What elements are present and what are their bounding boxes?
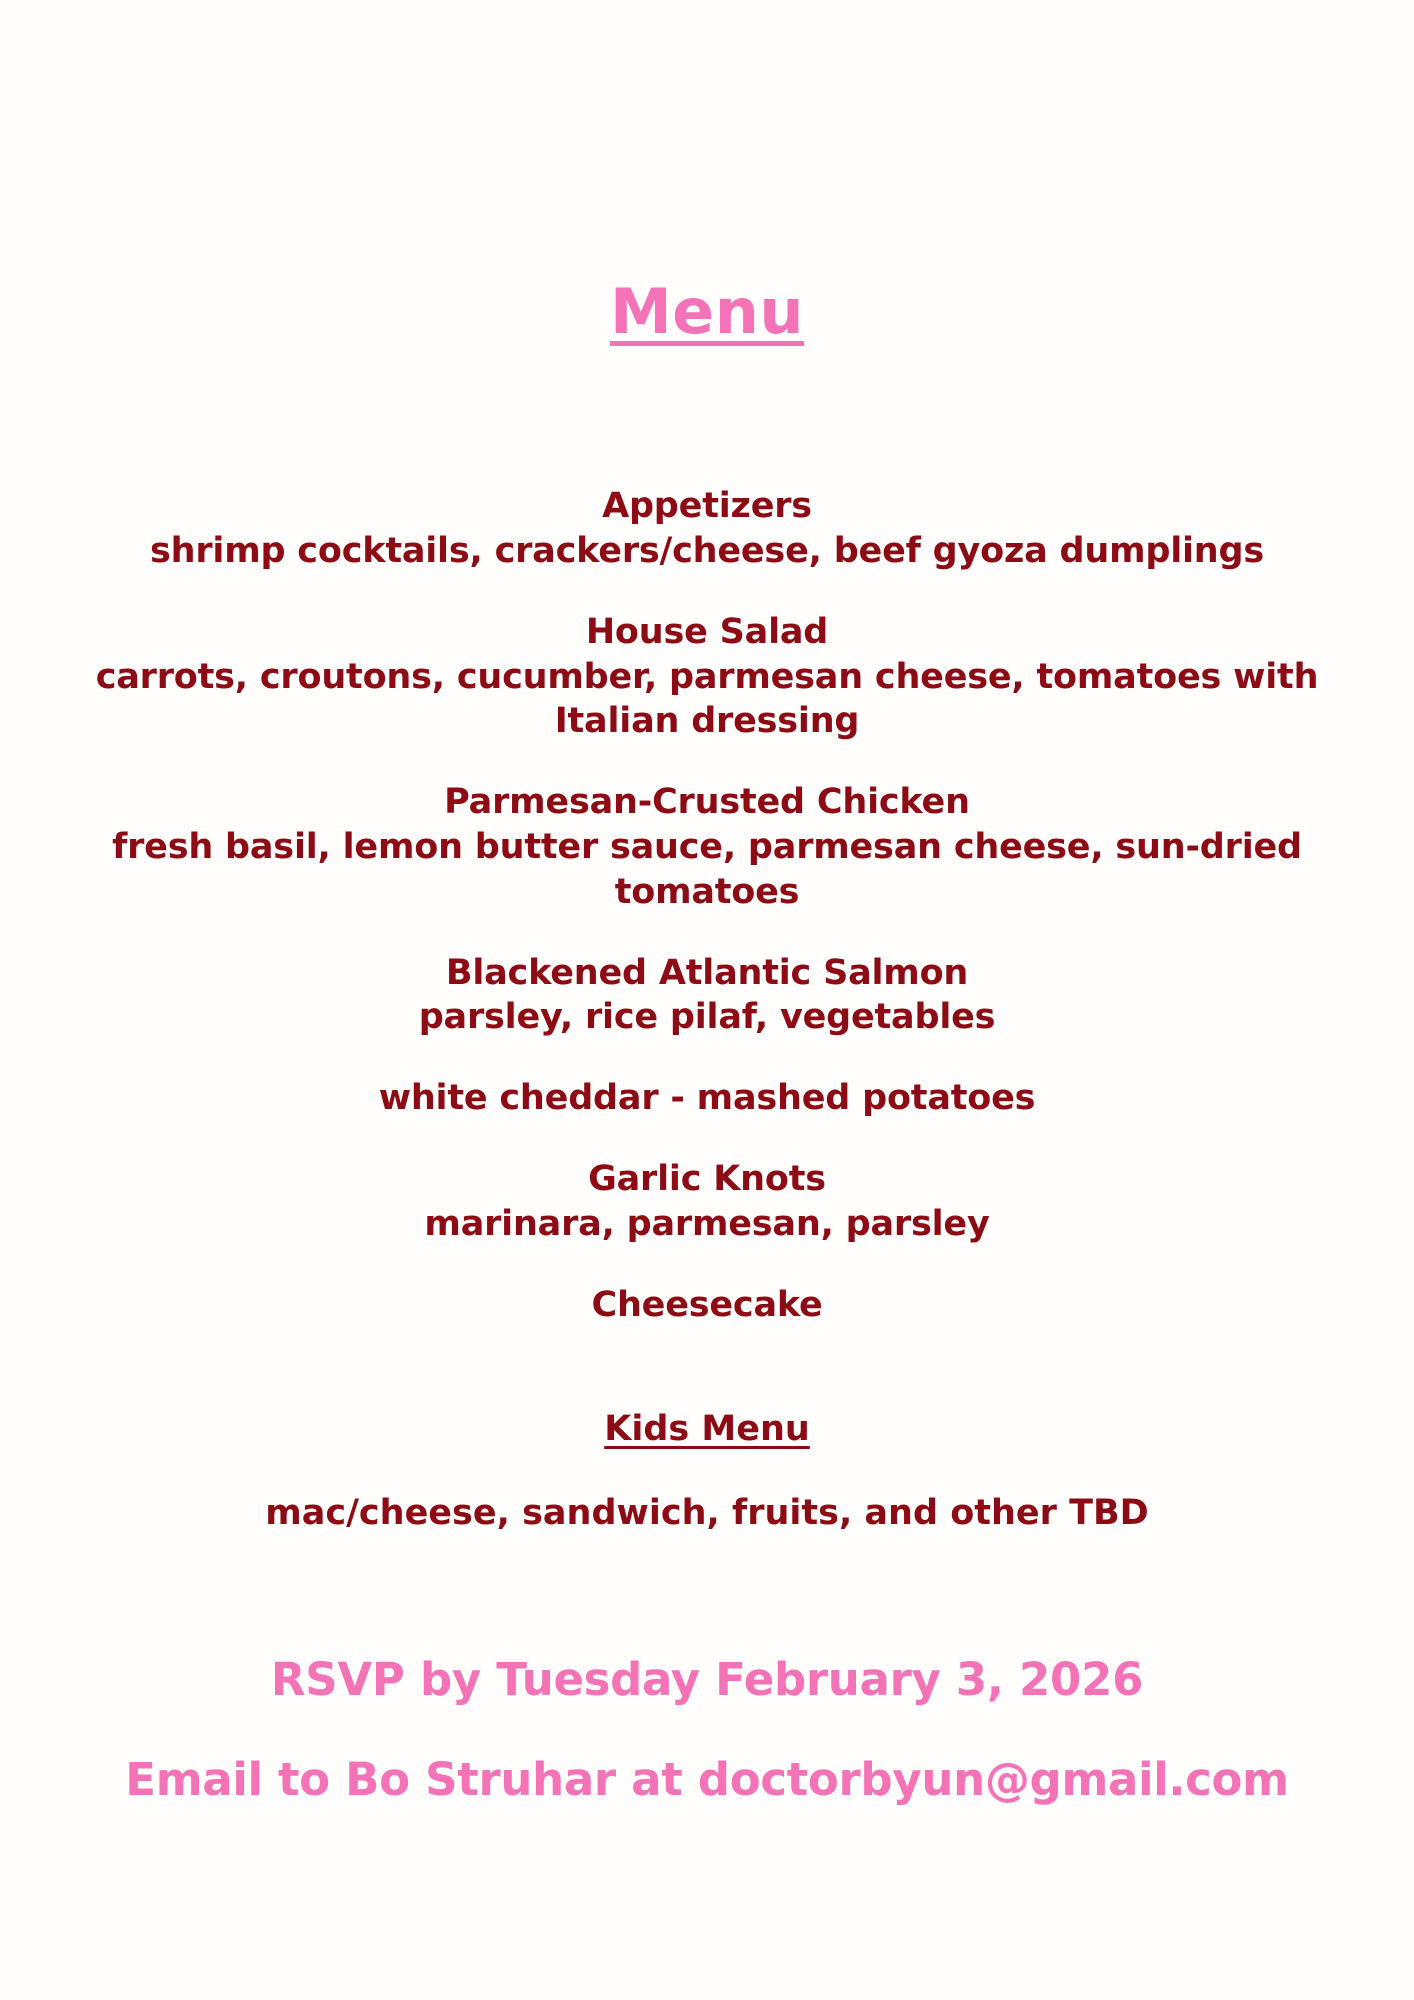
course-description: fresh basil, lemon butter sauce, parmesan cheese, sun-dried tomatoes [112, 826, 1302, 912]
kids-menu-description: mac/cheese, sandwich, fruits, and other TBD [265, 1493, 1149, 1534]
course-description: shrimp cocktails, crackers/cheese, beef gyoza dumplings [149, 530, 1265, 571]
courses-list [40, 484, 1374, 1327]
course-description: marinara, parmesan, parsley [424, 1203, 990, 1244]
course-description: parsley, rice pilaf, vegetables [418, 997, 996, 1038]
course-name: Cheesecake [591, 1284, 823, 1325]
course-item [40, 1076, 1374, 1121]
course-name: Appetizers [602, 486, 812, 527]
page-title: Menu [609, 275, 805, 348]
course-item [40, 610, 1374, 744]
course-item [40, 1283, 1374, 1328]
rsvp-email-instruction: Email to Bo Struhar at doctorbyun@gmail.com [125, 1753, 1289, 1807]
course-name: white cheddar - mashed potatoes [378, 1078, 1036, 1119]
kids-menu-title: Kids Menu [604, 1409, 810, 1450]
course-name: Garlic Knots [588, 1158, 826, 1199]
course-item [40, 1157, 1374, 1247]
course-name: Parmesan-Crusted Chicken [444, 782, 970, 823]
kids-menu-section [40, 1409, 1374, 1533]
course-name: Blackened Atlantic Salmon [445, 952, 969, 993]
rsvp-section [40, 1653, 1374, 1807]
course-item [40, 484, 1374, 574]
course-description: carrots, croutons, cucumber, parmesan cheese, tomatoes with Italian dressing [95, 656, 1319, 742]
rsvp-deadline: RSVP by Tuesday February 3, 2026 [270, 1653, 1144, 1707]
course-name: House Salad [585, 611, 829, 652]
course-item [40, 780, 1374, 914]
course-item [40, 951, 1374, 1041]
